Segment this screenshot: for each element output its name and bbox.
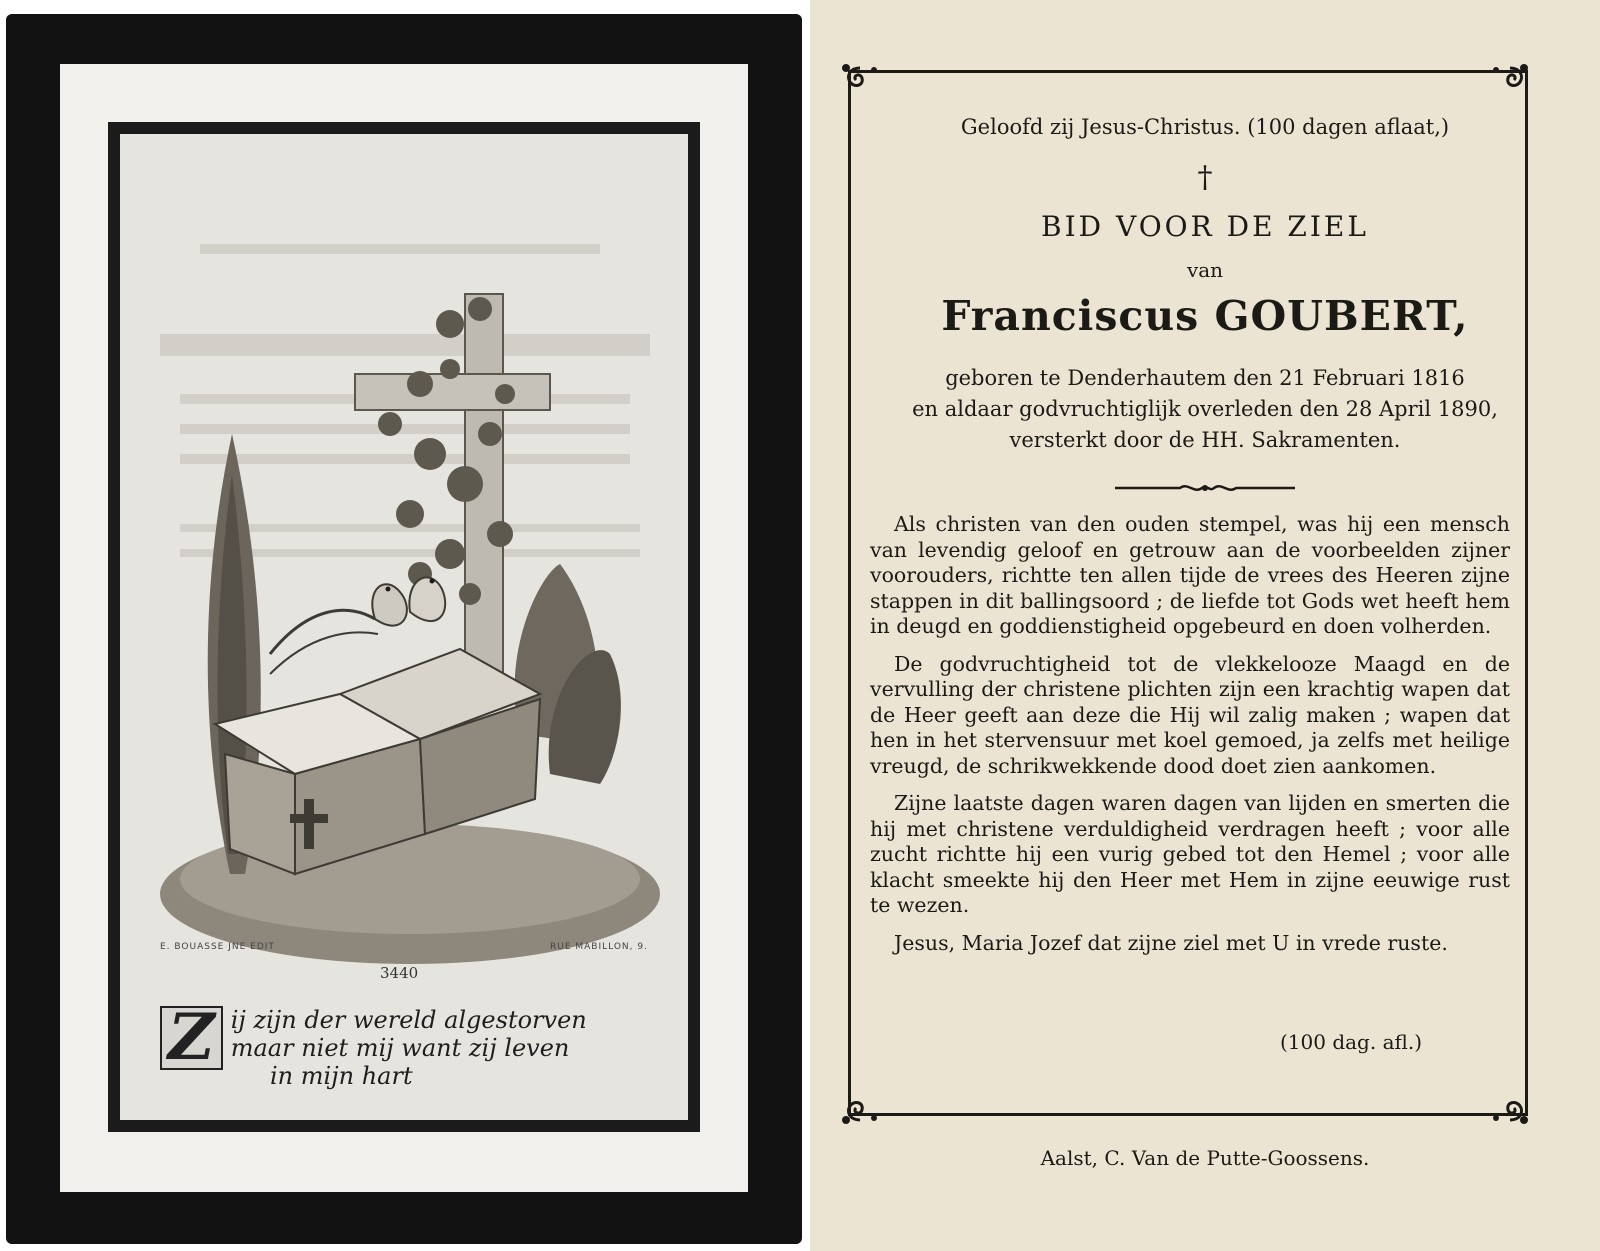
corner-ornament-icon bbox=[840, 62, 880, 102]
eulogy-paragraph-3: Zijne laatste dagen waren dagen van lijden en smerten die hij met christene verduldigheid verdragen heeft ; voor alle zucht richtte hij een vurig gebed tot den Hemel ; voor alle klacht smeekte hij den Heer met Hem in zijne eeuwige rust te wezen. bbox=[870, 791, 1510, 917]
van-label: van bbox=[1186, 258, 1224, 282]
printer-imprint: Aalst, C. Van de Putte-Goossens. bbox=[1040, 1146, 1370, 1170]
eulogy-text bbox=[870, 512, 1510, 968]
engraver-credit-left: E. BOUASSE JNE EDIT bbox=[160, 942, 275, 952]
birth-line: geboren te Denderhautem den 21 Februari 1816 bbox=[945, 366, 1465, 390]
sacraments-line: versterkt door de HH. Sakramenten. bbox=[1009, 428, 1401, 452]
corner-ornament-icon bbox=[1490, 1086, 1530, 1126]
motto-line-3: in mijn hart bbox=[270, 1062, 413, 1090]
motto-line-2: maar niet mij want zij leven bbox=[230, 1034, 570, 1062]
prayer-heading: BID VOOR DE ZIEL bbox=[1041, 210, 1369, 243]
card-white-margin bbox=[60, 64, 748, 1192]
motto-initial: Z bbox=[160, 1006, 223, 1070]
deceased-name: Franciscus GOUBERT, bbox=[941, 292, 1469, 340]
eulogy-paragraph-1: Als christen van den ouden stempel, was hij een mensch van levendig geloof en getrouw aan de voorbeelden zijner voorouders, richtte ten allen tijde de vrees des Heeren zijne stappen in dit ballingsoord ; de liefde tot Gods wet heeft hem in deugd en goddienstigheid opgebeurd en doen volherden. bbox=[870, 512, 1510, 638]
devotional-engraving bbox=[120, 134, 688, 1120]
memorial-card-front bbox=[6, 14, 802, 1244]
picture-frame bbox=[108, 122, 700, 1132]
motto bbox=[160, 1000, 670, 1090]
cross-icon: † bbox=[1197, 160, 1213, 195]
memorial-card-back bbox=[810, 0, 1600, 1251]
closing-prayer: Jesus, Maria Jozef dat zijne ziel met U in vrede ruste. bbox=[894, 930, 1448, 955]
death-line: en aldaar godvruchtiglijk overleden den 28 April 1890, bbox=[912, 397, 1498, 421]
indulgence-note: (100 dag. afl.) bbox=[1280, 1030, 1423, 1054]
corner-ornament-icon bbox=[840, 1086, 880, 1126]
indulgence-heading: Geloofd zij Jesus-Christus. (100 dagen aflaat,) bbox=[960, 115, 1450, 139]
motto-line-1: ij zijn der wereld algestorven bbox=[230, 1006, 587, 1034]
divider-flourish-icon bbox=[1110, 478, 1300, 498]
engraver-credit-right: RUE MABILLON, 9. bbox=[550, 942, 648, 952]
life-details bbox=[810, 363, 1600, 456]
corner-ornament-icon bbox=[1490, 62, 1530, 102]
plate-number: 3440 bbox=[380, 964, 419, 982]
eulogy-paragraph-2: De godvruchtigheid tot de vlekkelooze Maagd en de vervulling der christene plichten zijn een krachtig wapen dat de Heer geeft aan deze die Hij wil zalig maken ; wapen dat hen in het stervensuur met koel gemoed, ja zelfs met heilige vreugd, de schrikwekkende dood doet zien aankomen. bbox=[870, 651, 1510, 778]
